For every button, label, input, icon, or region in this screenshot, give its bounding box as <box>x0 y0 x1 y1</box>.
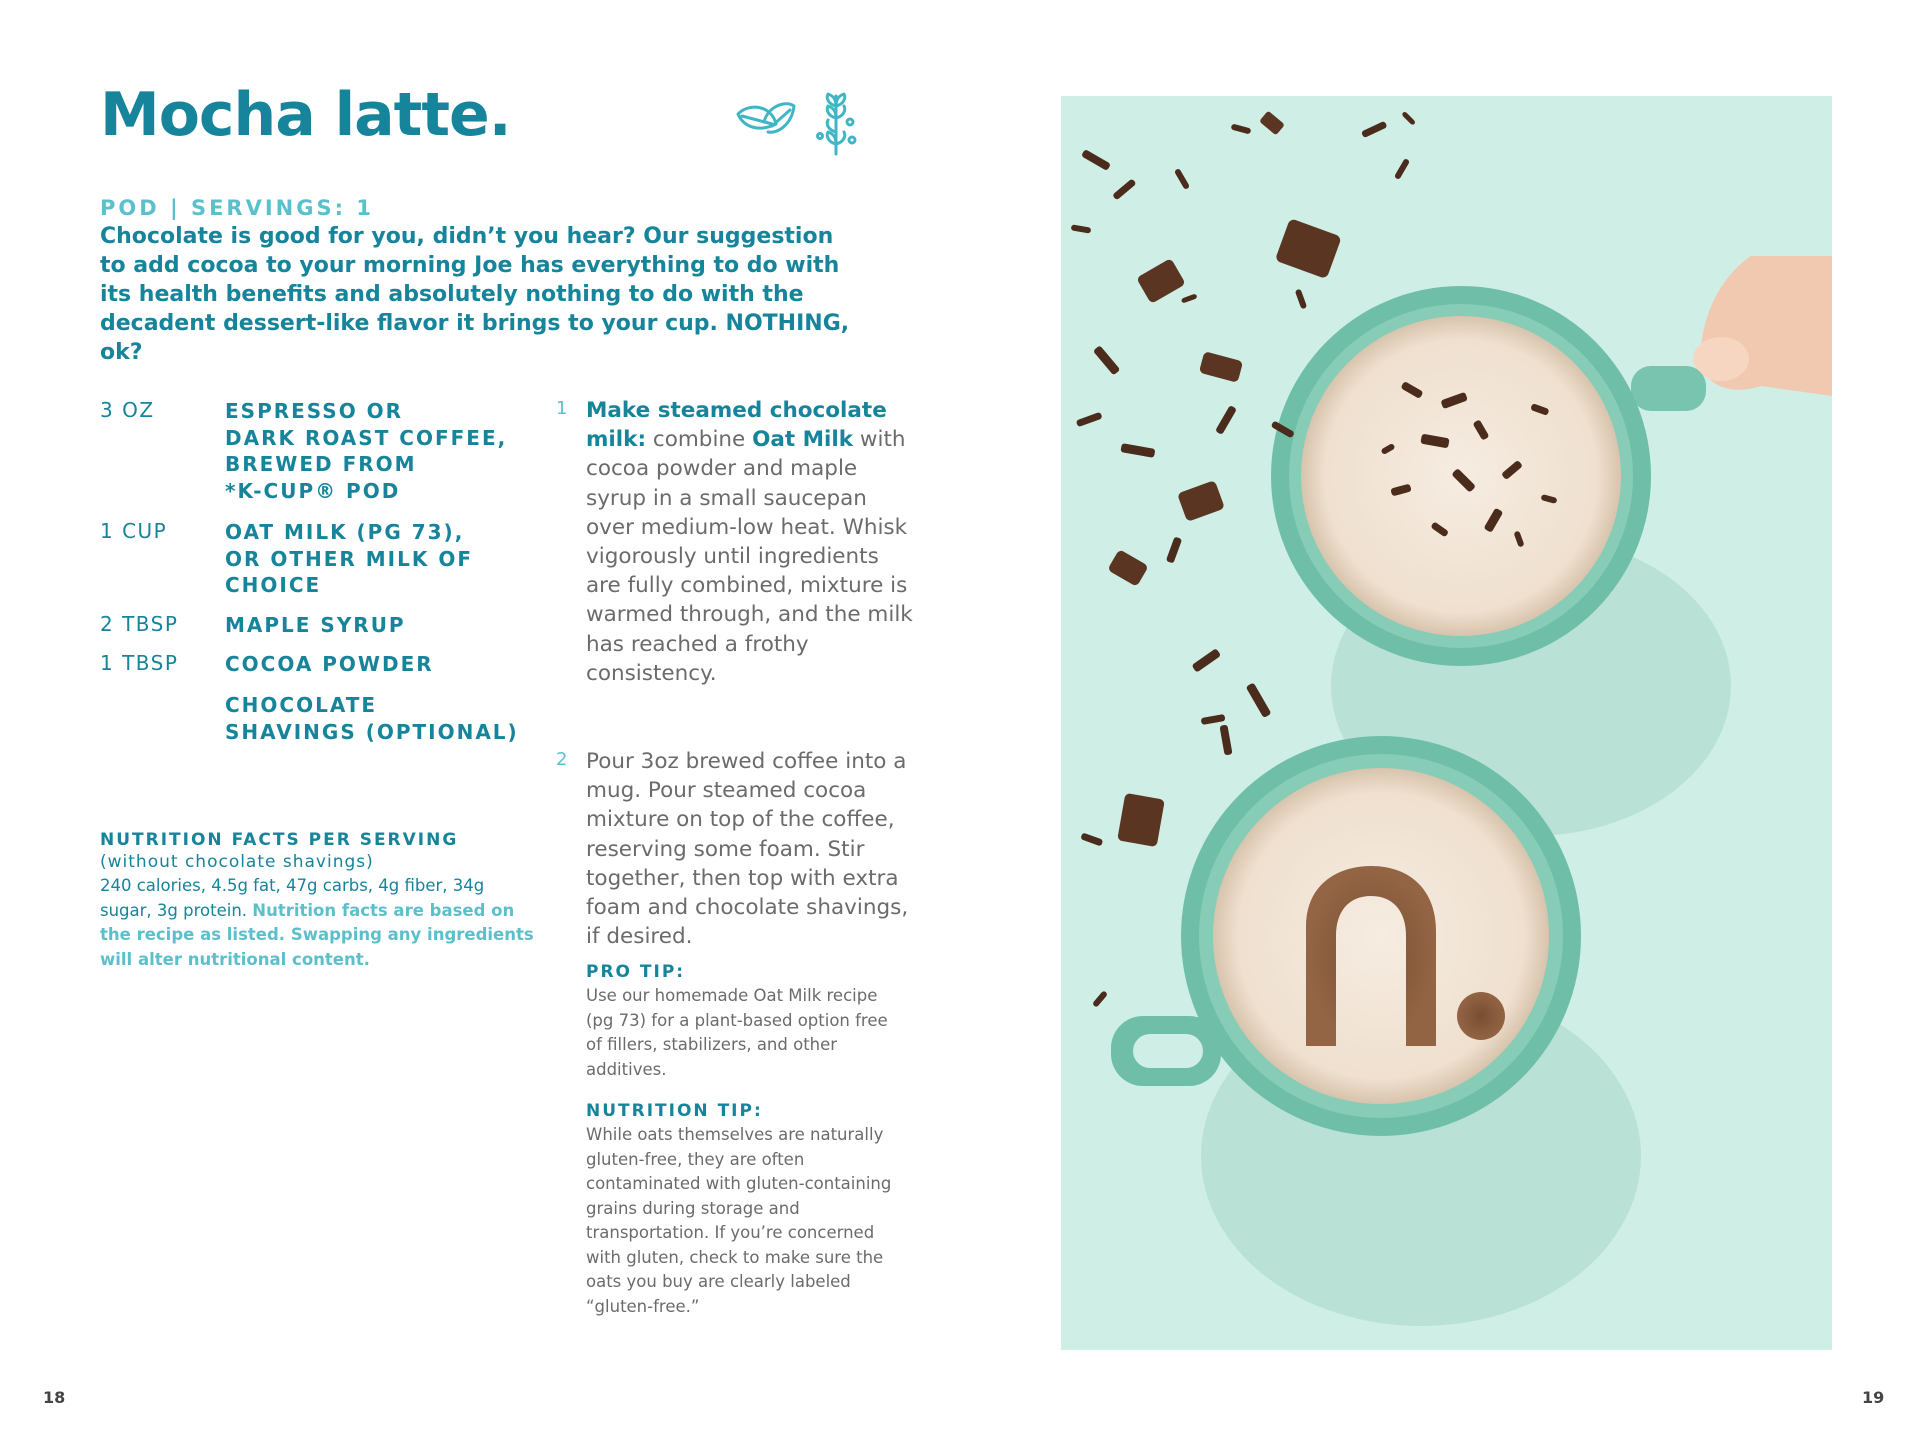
step-lead: Make steamed chocolate milk: <box>586 398 887 453</box>
page-number-right: 19 <box>1862 1388 1885 1407</box>
nutrition-facts <box>100 830 540 972</box>
nutrition-tip <box>586 1101 906 1319</box>
ingredient-quantity: 2 TBSP <box>100 612 179 636</box>
servings-label: POD | SERVINGS: 1 <box>100 196 374 220</box>
step-text-part: with cocoa powder and maple syrup in a small saucepan over medium-low heat. Whisk vigorously until ingredients are fully combined, mixture is warmed through, and the milk has reached a frothy consistency. <box>586 427 913 686</box>
step-text: Pour 3oz brewed coffee into a mug. Pour steamed cocoa mixture on top of the coffee, reserving some foam. Stir together, then top with extra foam and chocolate shavings, if desired. <box>586 749 909 950</box>
step-text-part: combine <box>646 427 753 453</box>
recipe-intro: Chocolate is good for you, didn’t you hear? Our suggestion to add cocoa to your morning Joe has everything to do with its health benefits and absolutely nothing to do with the decadent dessert-like flavor it brings to your cup. NOTHING, ok? <box>100 224 850 365</box>
step-number: 2 <box>556 749 568 770</box>
nutrition-tip-text: While oats themselves are naturally gluten-free, they are often contaminated with gluten-containing grains during storage and transportation. If you’re concerned with gluten, check to make sure the oats you buy are clearly labeled “gluten-free.” <box>586 1125 892 1316</box>
pro-tip <box>586 962 906 1082</box>
ingredient-quantity: 1 CUP <box>100 519 168 543</box>
nutrition-note: Nutrition facts are based on the recipe as listed. Swapping any ingredients will alter nutritional content. <box>100 900 534 969</box>
nutrition-body <box>100 874 540 972</box>
pro-tip-text: Use our homemade Oat Milk recipe (pg 73) for a plant-based option free of fillers, stabilizers, and other additives. <box>586 986 888 1079</box>
page-number-left: 18 <box>43 1388 66 1407</box>
step-number: 1 <box>556 398 568 419</box>
nutrition-tip-heading: NUTRITION TIP: <box>586 1101 763 1121</box>
nutrition-heading: NUTRITION FACTS PER SERVING <box>100 830 459 850</box>
step-ingredient-highlight: Oat Milk <box>752 427 854 453</box>
ingredient-name: OAT MILK (PG 73), OR OTHER MILK OF CHOICE <box>225 520 473 597</box>
ingredient-name: ESPRESSO OR DARK ROAST COFFEE, BREWED FROM *K-CUP® POD <box>225 399 508 503</box>
ingredient-name: MAPLE SYRUP <box>225 613 406 637</box>
ingredient-quantity: 1 TBSP <box>100 651 179 675</box>
nutrition-subheading: (without chocolate shavings) <box>100 852 374 872</box>
nutrition-values: 240 calories, 4.5g fat, 47g carbs, 4g fiber, 34g sugar, 3g protein. <box>100 876 485 920</box>
step-text <box>586 396 916 688</box>
mocha-latte-photo <box>1061 96 1832 1350</box>
recipe-title: Mocha latte. <box>100 80 511 150</box>
diet-icons <box>732 92 862 162</box>
ingredient-quantity: 3 OZ <box>100 398 155 422</box>
pro-tip-heading: PRO TIP: <box>586 962 686 982</box>
leaf-icon <box>738 104 794 133</box>
wheat-free-icon <box>818 94 856 154</box>
ingredient-name: COCOA POWDER <box>225 652 434 676</box>
ingredient-name: CHOCOLATE SHAVINGS (OPTIONAL) <box>225 693 519 744</box>
